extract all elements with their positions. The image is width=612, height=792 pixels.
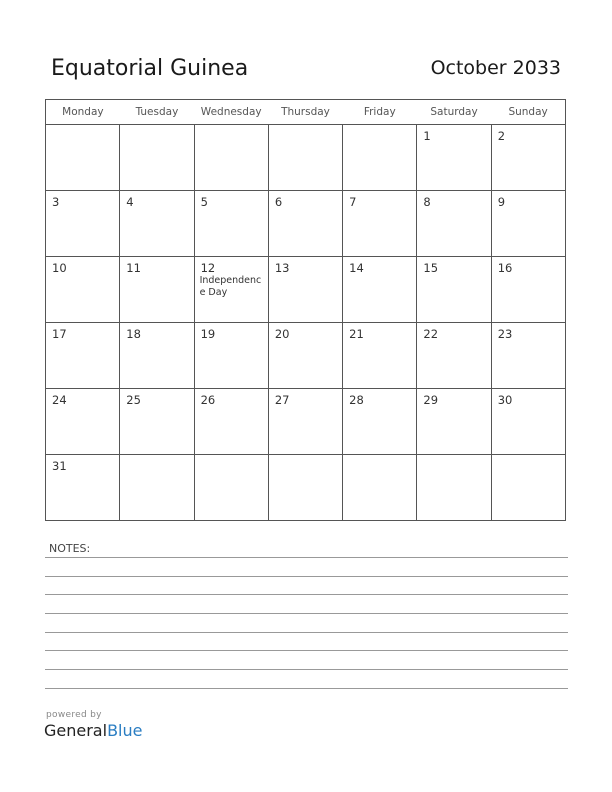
day-cell [343,455,417,521]
day-number: 21 [349,327,364,341]
weekday-header: Sunday [491,100,565,125]
day-number: 7 [349,195,357,209]
day-cell [268,125,342,191]
day-cell [120,389,194,455]
day-cell [120,257,194,323]
day-cell [46,389,120,455]
country-title: Equatorial Guinea [51,56,249,81]
day-cell [194,389,268,455]
day-cell [417,257,491,323]
day-number: 2 [497,129,506,143]
day-cell [268,191,342,257]
day-cell [417,323,491,389]
weekday-header: Monday [46,100,120,125]
day-cell [46,323,120,389]
day-number: 3 [52,195,60,209]
day-number: 20 [274,327,290,341]
notes-line [45,594,568,595]
notes-line [45,576,568,577]
day-cell [491,455,565,521]
notes-line [45,650,568,651]
day-number: 4 [126,195,134,209]
calendar-body [46,125,566,521]
notes-line [45,688,568,689]
day-cell [268,257,342,323]
notes-line [45,669,568,670]
day-cell [194,455,268,521]
day-cell [343,389,417,455]
day-cell [343,125,417,191]
weekday-header: Wednesday [194,100,268,125]
weekday-header: Tuesday [120,100,194,125]
powered-by-text: powered by [46,710,102,720]
day-number: 5 [200,195,208,209]
day-number: 15 [423,261,439,275]
day-number: 9 [497,195,506,209]
day-cell [343,257,417,323]
day-cell [46,257,120,323]
day-cell [120,323,194,389]
day-number: 23 [497,327,513,341]
day-number: 27 [274,393,290,407]
day-number: 18 [126,327,141,341]
notes-line [45,632,568,633]
day-number: 17 [52,327,67,341]
week-row [46,455,566,521]
day-cell [268,323,342,389]
day-cell [343,191,417,257]
day-cell [491,191,565,257]
day-cell [417,125,491,191]
brand-general: General [44,721,108,740]
day-cell [120,191,194,257]
day-cell [343,323,417,389]
week-row [46,125,566,191]
day-number: 30 [497,393,513,407]
notes-line [45,557,568,558]
day-cell [268,389,342,455]
day-cell [417,191,491,257]
weekday-header: Thursday [268,100,342,125]
weekday-header: Friday [343,100,417,125]
day-number: 10 [52,261,67,275]
day-number: 25 [126,393,141,407]
day-cell [268,455,342,521]
week-row [46,191,566,257]
day-number: 24 [52,393,67,407]
day-cell [120,125,194,191]
day-cell [194,125,268,191]
day-number: 26 [200,393,216,407]
day-number: 14 [349,261,364,275]
day-number: 8 [423,195,431,209]
day-number: 31 [52,459,67,473]
day-cell [491,257,565,323]
day-cell [417,389,491,455]
notes-line [45,613,568,614]
day-number: 29 [423,393,439,407]
week-row [46,323,566,389]
week-row [46,257,566,323]
holiday-label: Independence Day [199,275,262,298]
day-number: 6 [274,195,283,209]
day-number: 13 [274,261,290,275]
day-number: 1 [423,129,431,143]
brand-blue: Blue [107,721,143,740]
day-cell [491,323,565,389]
day-cell [194,191,268,257]
day-cell [417,455,491,521]
day-cell [46,455,120,521]
weekday-header: Saturday [417,100,491,125]
day-number: 16 [497,261,513,275]
day-cell [46,125,120,191]
calendar-grid [45,99,566,521]
week-row [46,389,566,455]
day-cell [120,455,194,521]
brand-logo[interactable] [44,721,142,740]
notes-label: NOTES: [49,542,91,555]
day-cell [194,257,268,323]
day-number: 12 [200,261,216,275]
day-cell [491,125,565,191]
day-number: 19 [200,327,216,341]
day-cell [194,323,268,389]
month-year-title: October 2033 [430,57,561,79]
day-cell [46,191,120,257]
day-number: 11 [126,261,141,275]
day-number: 28 [349,393,364,407]
weekday-header-row [46,100,566,125]
day-number: 22 [423,327,439,341]
day-cell [491,389,565,455]
